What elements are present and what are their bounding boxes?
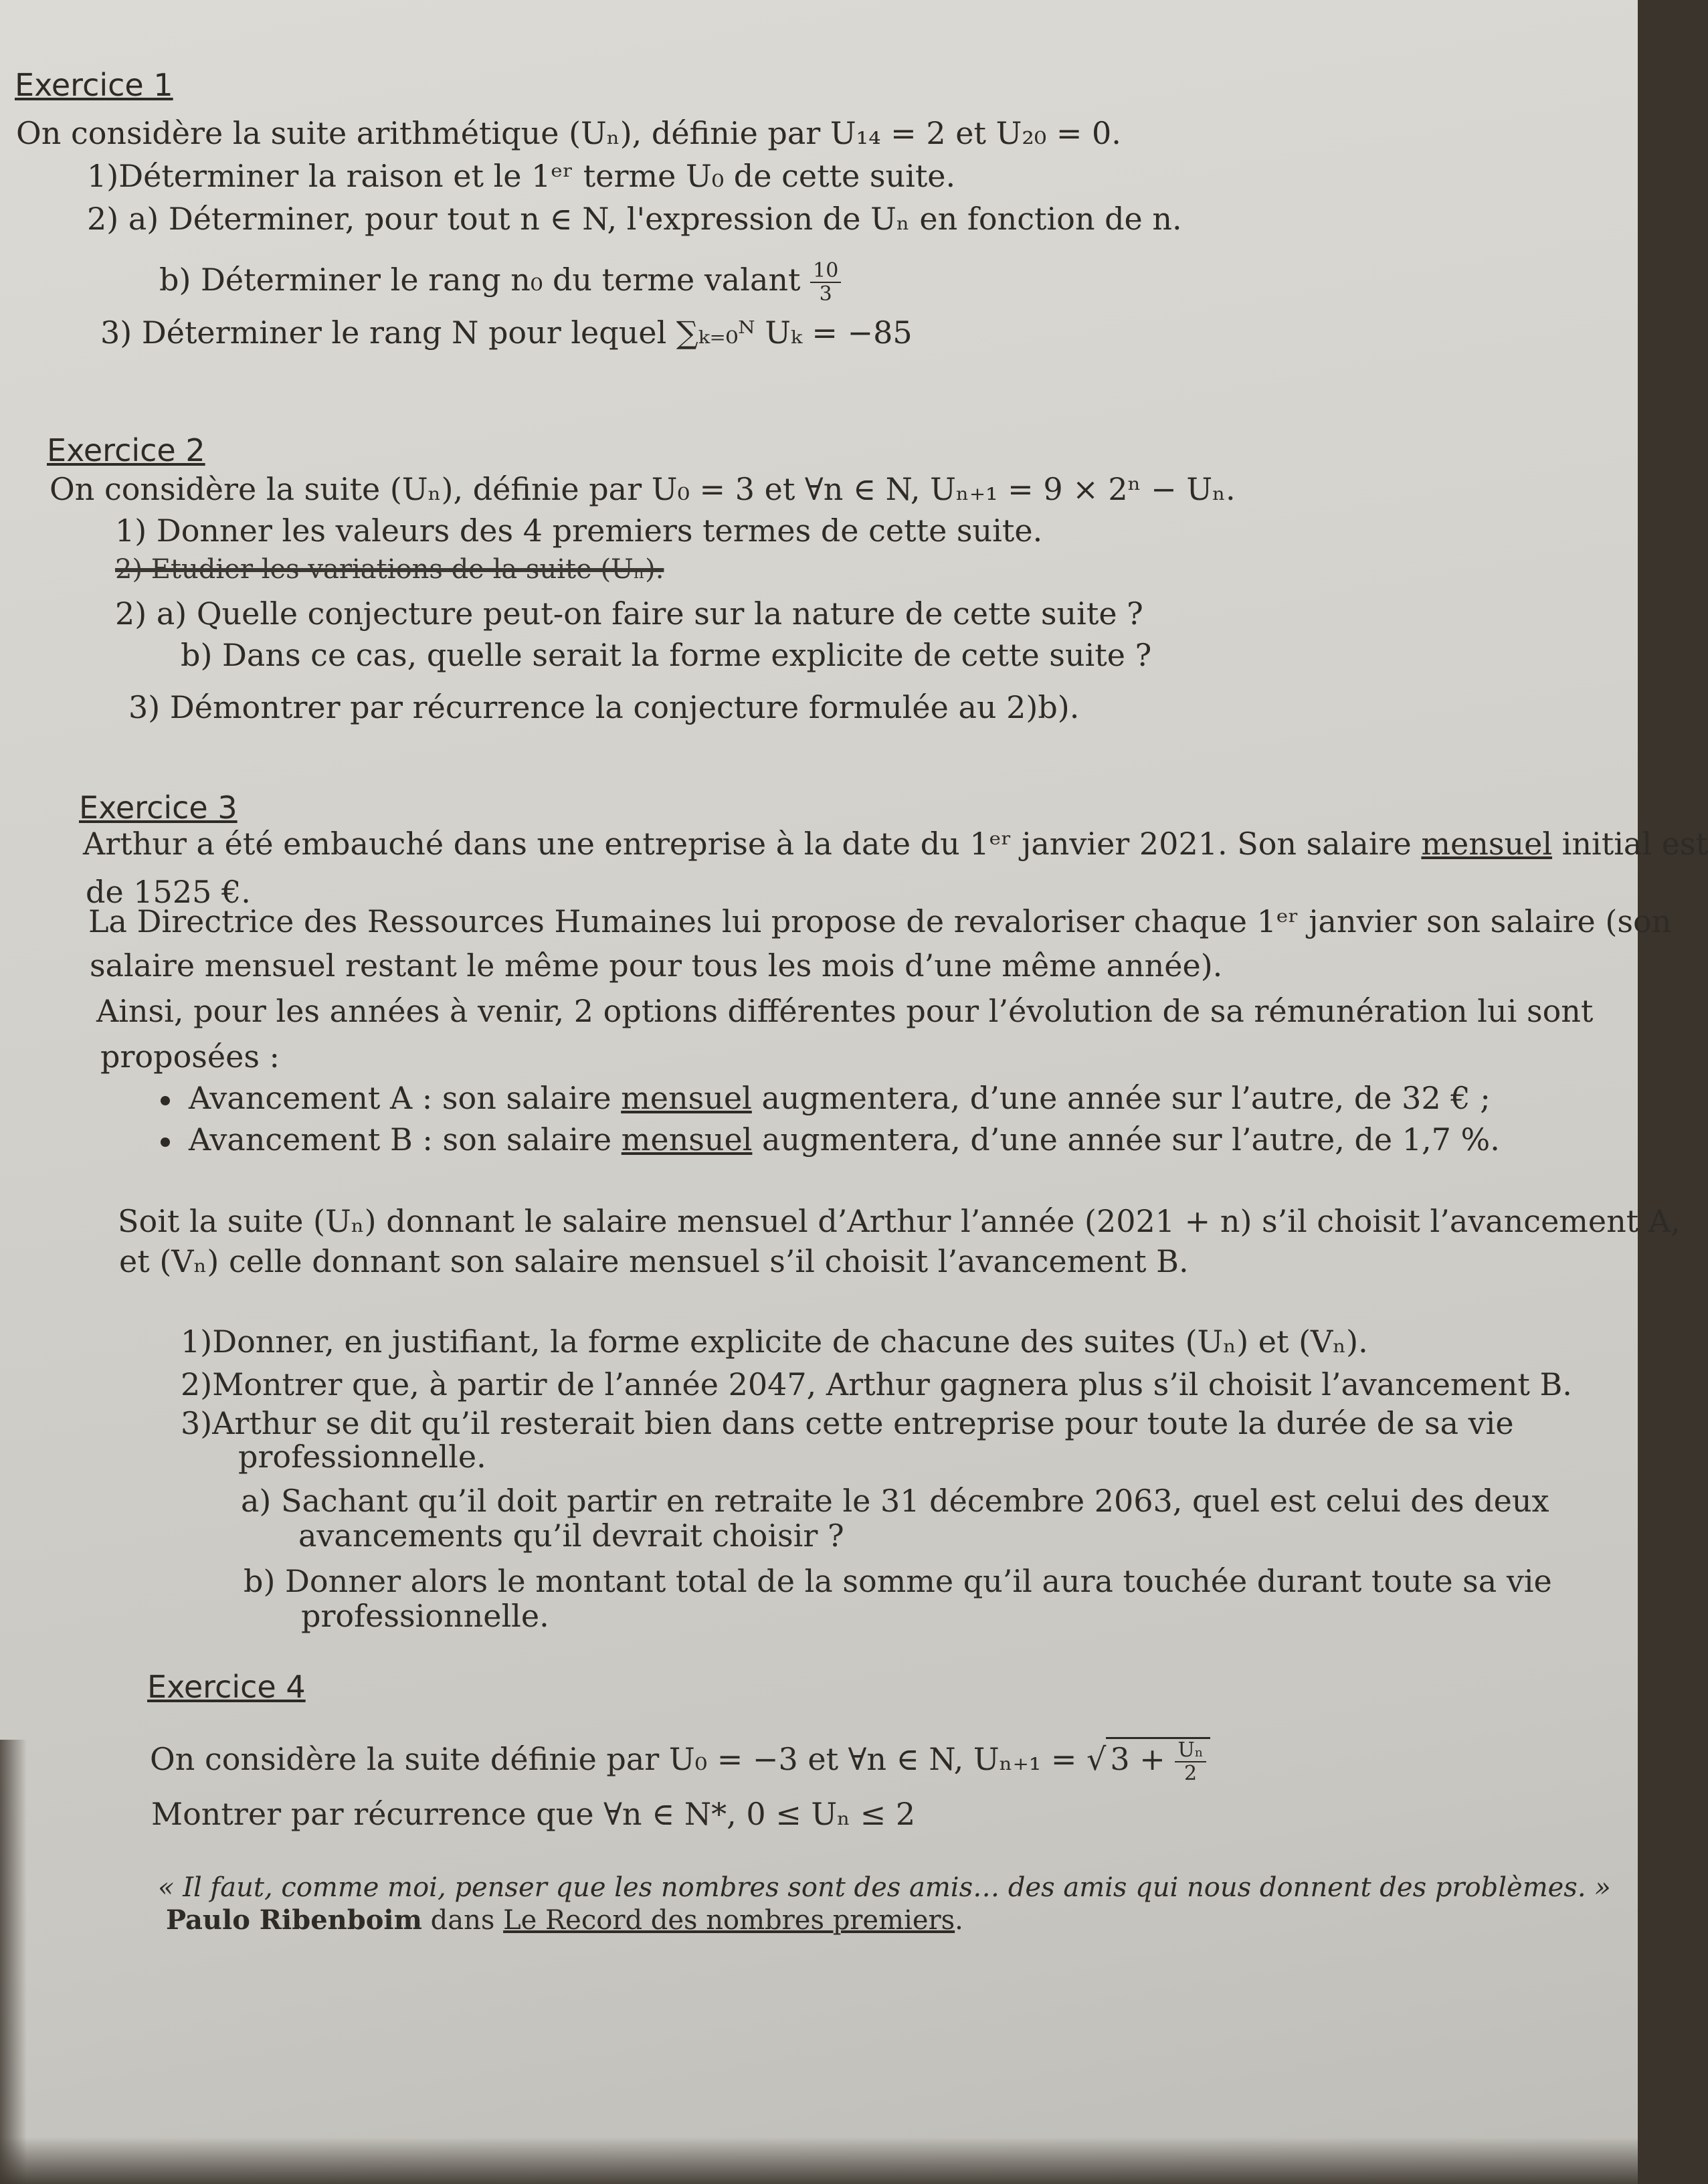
bullet-b-underline: mensuel: [621, 1121, 753, 1158]
exercise-1-q3: 3) Déterminer le rang N pour lequel ∑ₖ₌₀ᴺ Uₖ = −85: [100, 314, 913, 351]
exercise-3-p1a: [83, 826, 1708, 862]
sqrt-pre: 3 +: [1110, 1741, 1175, 1777]
exercise-3-p1a-text: Arthur a été embauché dans une entreprise à la date du 1ᵉʳ janvier 2021. Son salaire: [83, 826, 1422, 862]
exercise-2-q2a: 2) a) Quelle conjecture peut-on faire sur la nature de cette suite ?: [115, 596, 1143, 632]
exercise-3-qa2: avancements qu’il devrait choisir ?: [298, 1518, 844, 1554]
bullet-a-post: augmentera, d’une année sur l’autre, de 32 € ;: [751, 1080, 1491, 1116]
exercise-3-p1-underline: mensuel: [1421, 826, 1553, 862]
exercise-3-p3a: Ainsi, pour les années à venir, 2 options différentes pour l’évolution de sa rémunération lui sont: [96, 993, 1594, 1029]
exercise-1-q2a: 2) a) Déterminer, pour tout n ∈ N, l'expression de Uₙ en fonction de n.: [87, 201, 1182, 237]
fraction-denominator: 2: [1184, 1762, 1198, 1785]
exercise-3-q3a: 3)Arthur se dit qu’il resterait bien dans cette entreprise pour toute la durée de sa vie: [181, 1405, 1514, 1441]
exercise-2-intro: On considère la suite (Uₙ), définie par U₀ = 3 et ∀n ∈ N, Uₙ₊₁ = 9 × 2ⁿ − Uₙ.: [50, 471, 1236, 507]
exercise-2-q1: 1) Donner les valeurs des 4 premiers termes de cette suite.: [115, 513, 1043, 549]
quote-author: Paulo Ribenboim: [166, 1904, 422, 1936]
exercise-3-qa1: a) Sachant qu’il doit partir en retraite le 31 décembre 2063, quel est celui des deux: [241, 1483, 1549, 1519]
fraction-denominator: 3: [819, 282, 832, 306]
fraction-numerator: 10: [810, 260, 841, 283]
exercise-1-title: Exercice 1: [15, 67, 173, 103]
exercise-3-qb1: b) Donner alors le montant total de la somme qu’il aura touchée durant toute sa vie: [244, 1563, 1552, 1599]
exercise-3-bullet-a: [161, 1080, 1491, 1116]
fraction-un-over-two: [1175, 1739, 1206, 1785]
exercise-3-qb2: professionnelle.: [301, 1598, 549, 1634]
quote-end: .: [955, 1905, 963, 1936]
bullet-b-post: augmentera, d’une année sur l’autre, de 1,7 %.: [752, 1121, 1500, 1158]
bullet-icon: [161, 1096, 170, 1105]
exercise-3-p1c: de 1525 €.: [86, 874, 251, 910]
quote-citation: [166, 1904, 963, 1936]
exercise-3-q3b: professionnelle.: [238, 1439, 486, 1475]
exercise-4-line2: Montrer par récurrence que ∀n ∈ N*, 0 ≤ Uₙ ≤ 2: [151, 1796, 916, 1832]
bullet-a-pre: Avancement A : son salaire: [189, 1080, 622, 1116]
exercise-2-q3: 3) Démontrer par récurrence la conjecture formulée au 2)b).: [128, 689, 1080, 725]
quote-dans: dans: [421, 1905, 504, 1936]
page-shadow-bottom: [0, 2137, 1638, 2184]
page-shadow-left: [0, 1740, 27, 2184]
exercise-2-q2-struck: 2) Etudier les variations de la suite (Uₙ).: [115, 554, 664, 585]
exercise-4-line1: [150, 1737, 1210, 1785]
exercise-3-q2: 2)Montrer que, à partir de l’année 2047, Arthur gagnera plus s’il choisit l’avancement B.: [181, 1366, 1572, 1402]
sqrt-content: [1106, 1737, 1210, 1785]
fraction-numerator: Uₙ: [1175, 1739, 1206, 1762]
quote-book: Le Record des nombres premiers: [503, 1905, 955, 1936]
exercise-3-p4a: Soit la suite (Uₙ) donnant le salaire mensuel d’Arthur l’année (2021 + n) s’il choisit l’avancement A,: [118, 1203, 1681, 1239]
exercise-4-line1-text: On considère la suite définie par U₀ = −3 et ∀n ∈ N, Uₙ₊₁ =: [150, 1741, 1087, 1777]
exercise-1-q2b: [159, 260, 841, 305]
exercise-3-p3b: proposées :: [100, 1038, 280, 1075]
quote-text: « Il faut, comme moi, penser que les nombres sont des amis… des amis qui nous donnent des problèmes. »: [158, 1872, 1611, 1903]
sqrt-symbol: √: [1086, 1741, 1107, 1777]
exercise-3-bullet-b: [161, 1121, 1500, 1158]
exercise-1-intro: On considère la suite arithmétique (Uₙ), définie par U₁₄ = 2 et U₂₀ = 0.: [16, 115, 1121, 151]
exercise-3-p1b-text: initial est: [1552, 826, 1708, 862]
exercise-3-p2a: La Directrice des Ressources Humaines lui propose de revaloriser chaque 1ᵉʳ janvier son salaire (son: [88, 903, 1672, 939]
bullet-icon: [161, 1138, 170, 1147]
exercise-3-q1: 1)Donner, en justifiant, la forme explicite de chacune des suites (Uₙ) et (Vₙ).: [181, 1324, 1368, 1360]
exercise-3-title: Exercice 3: [79, 790, 238, 826]
exercise-1-q1: 1)Déterminer la raison et le 1ᵉʳ terme U₀ de cette suite.: [87, 158, 956, 194]
bullet-b-pre: Avancement B : son salaire: [189, 1121, 622, 1158]
exercise-4-title: Exercice 4: [147, 1669, 306, 1705]
exercise-2-title: Exercice 2: [47, 432, 205, 468]
fraction-ten-thirds: [810, 260, 841, 305]
exercise-3-p2b: salaire mensuel restant le même pour tous les mois d’une même année).: [90, 947, 1223, 984]
exercise-1-q2b-text: b) Déterminer le rang n₀ du terme valant: [159, 262, 801, 298]
bullet-a-underline: mensuel: [621, 1080, 752, 1116]
exercise-2-q2b: b) Dans ce cas, quelle serait la forme explicite de cette suite ?: [181, 637, 1152, 673]
exercise-3-p4b: et (Vₙ) celle donnant son salaire mensuel s’il choisit l’avancement B.: [119, 1243, 1189, 1279]
